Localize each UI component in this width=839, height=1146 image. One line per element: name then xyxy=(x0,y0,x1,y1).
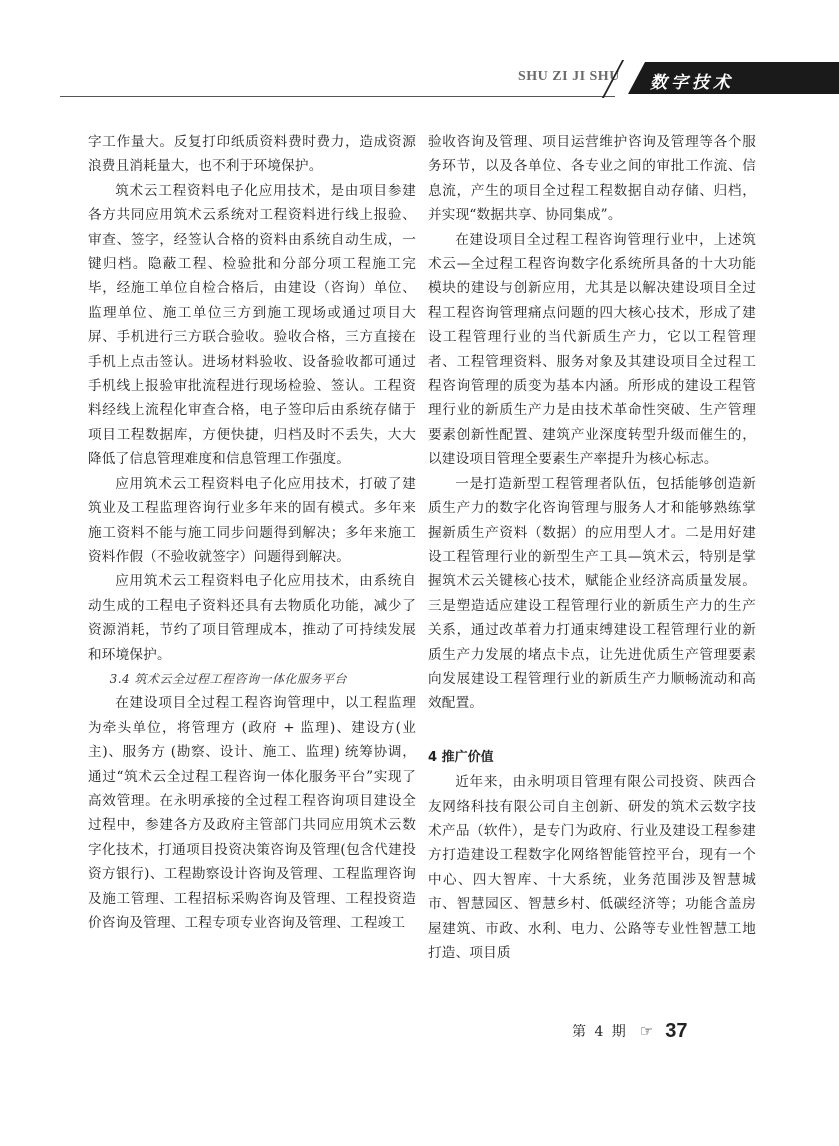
body-paragraph: 近年来，由永明项目管理有限公司投资、陕西合友网络科技有限公司自主创新、研发的筑术云数字技术产品（软件），是专门为政府、行业及建设工程参建方打造建设工程数字化网络智能管控平台，现有一个中心、四大智库、十大系统，业务范围涉及智慧城市、智慧园区、智慧乡村、低碳经济等；功能含盖房屋建筑、市政、水利、电力、公路等专业性智慧工地打造、项目质 xyxy=(428,774,756,961)
right-column xyxy=(428,130,756,965)
body-paragraph: 在建设项目全过程工程咨询管理行业中，上述筑术云—全过程工程咨询数字化系统所具备的十大功能模块的建设与创新应用，尤其是以解决建设项目全过程工程咨询管理痛点问题的四大核心技术，形成了建设工程管理行业的当代新质生产力，它以工程管理者、工程管理资料、服务对象及其建设项目全过程工程咨询管理的质变为基本内涵。所形成的建设工程管理行业的新质生产力是由技术革命性突破、生产管理要素创新性配置、建筑产业深度转型升级而催生的，以建设项目管理全要素生产率提升为核心标志。 xyxy=(428,231,756,468)
body-paragraph: 验收咨询及管理、项目运营维护咨询及管理等各个服务环节，以及各单位、各专业之间的审批工作流、信息流，产生的项目全过程工程数据自动存储、归档，并实现“数据共享、协同集成”。 xyxy=(428,134,756,224)
body-paragraph: 字工作量大。反复打印纸质资料费时费力，造成资源浪费且消耗量大，也不利于环境保护。 xyxy=(88,134,416,175)
page-number: 37 xyxy=(665,1019,688,1042)
subsection-heading: 3.4 筑术云全过程工程咨询一体化服务平台 xyxy=(109,671,347,686)
header-rule xyxy=(60,96,615,97)
body-paragraph: 在建设项目全过程工程咨询管理中，以工程监理为牵头单位，将管理方 (政府 + 监理)、建设方(业主)、服务方 (勘察、设计、施工、监理) 统筹协调，通过“筑术云全过程工程咨询一体化服务平台”实现了高效管理。在永明承接的全过程工程咨询项目建设全过程中，参建各方及政府主管部门共同应用筑术云数字化技术，打通项目投资决策咨询及管理(包含代建投资方银行)、工程勘察设计咨询及管理、工程监理咨询及施工管理、工程招标采购咨询及管理、工程投资造价咨询及管理、工程专项专业咨询及管理、工程竣工 xyxy=(88,695,416,931)
section-heading: 4 推广价值 xyxy=(428,749,494,765)
header-section-title: 数字技术 xyxy=(650,73,734,93)
running-header xyxy=(0,60,839,100)
pointing-hand-icon: ☞ xyxy=(639,1022,654,1040)
header-latin-title: SHU ZI JI SHU xyxy=(518,69,620,84)
issue-number: 第 4 期 xyxy=(572,1024,628,1040)
body-paragraph: 一是打造新型工程管理者队伍，包括能够创造新质生产力的数字化咨询管理与服务人才和能够熟练掌握新质生产资料（数据）的应用型人才。二是用好建设工程管理行业的新型生产工具—筑术云，特别是掌握筑术云关键核心技术，赋能企业经济高质量发展。三是塑造适应建设工程管理行业的新质生产力的生产关系，通过改革着力打通束缚建设工程管理行业的新质生产力发展的堵点卡点，让先进优质生产管理要素向发展建设工程管理行业的新质生产力顺畅流动和高效配置。 xyxy=(428,475,756,712)
body-paragraph: 应用筑术云工程资料电子化应用技术，由系统自动生成的工程电子资料还具有去物质化功能，减少了资源消耗，节约了项目管理成本，推动了可持续发展和环境保护。 xyxy=(88,573,416,663)
body-paragraph: 筑术云工程资料电子化应用技术，是由项目参建各方共同应用筑术云系统对工程资料进行线上报验、审查、签字，经签认合格的资料由系统自动生成，一键归档。隐蔽工程、检验批和分部分项工程施工完毕，经施工单位自检合格后，由建设（咨询）单位、监理单位、施工单位三方到施工现场或通过项目大屏、手机进行三方联合验收。验收合格，三方直接在手机上点击签认。进场材料验收、设备验收都可通过手机线上报验审批流程进行现场检验、签认。工程资料经线上流程化审查合格，电子签印后由系统存储于项目工程数据库，方便快捷，归档及时不丢失，大大降低了信息管理难度和信息管理工作强度。 xyxy=(88,182,416,468)
left-column xyxy=(88,130,416,935)
page-footer xyxy=(572,1016,688,1046)
body-paragraph: 应用筑术云工程资料电子化应用技术，打破了建筑业及工程监理咨询行业多年来的固有模式。多年来施工资料不能与施工同步问题得到解决；多年来施工资料作假（不验收就签字）问题得到解决。 xyxy=(88,475,416,565)
